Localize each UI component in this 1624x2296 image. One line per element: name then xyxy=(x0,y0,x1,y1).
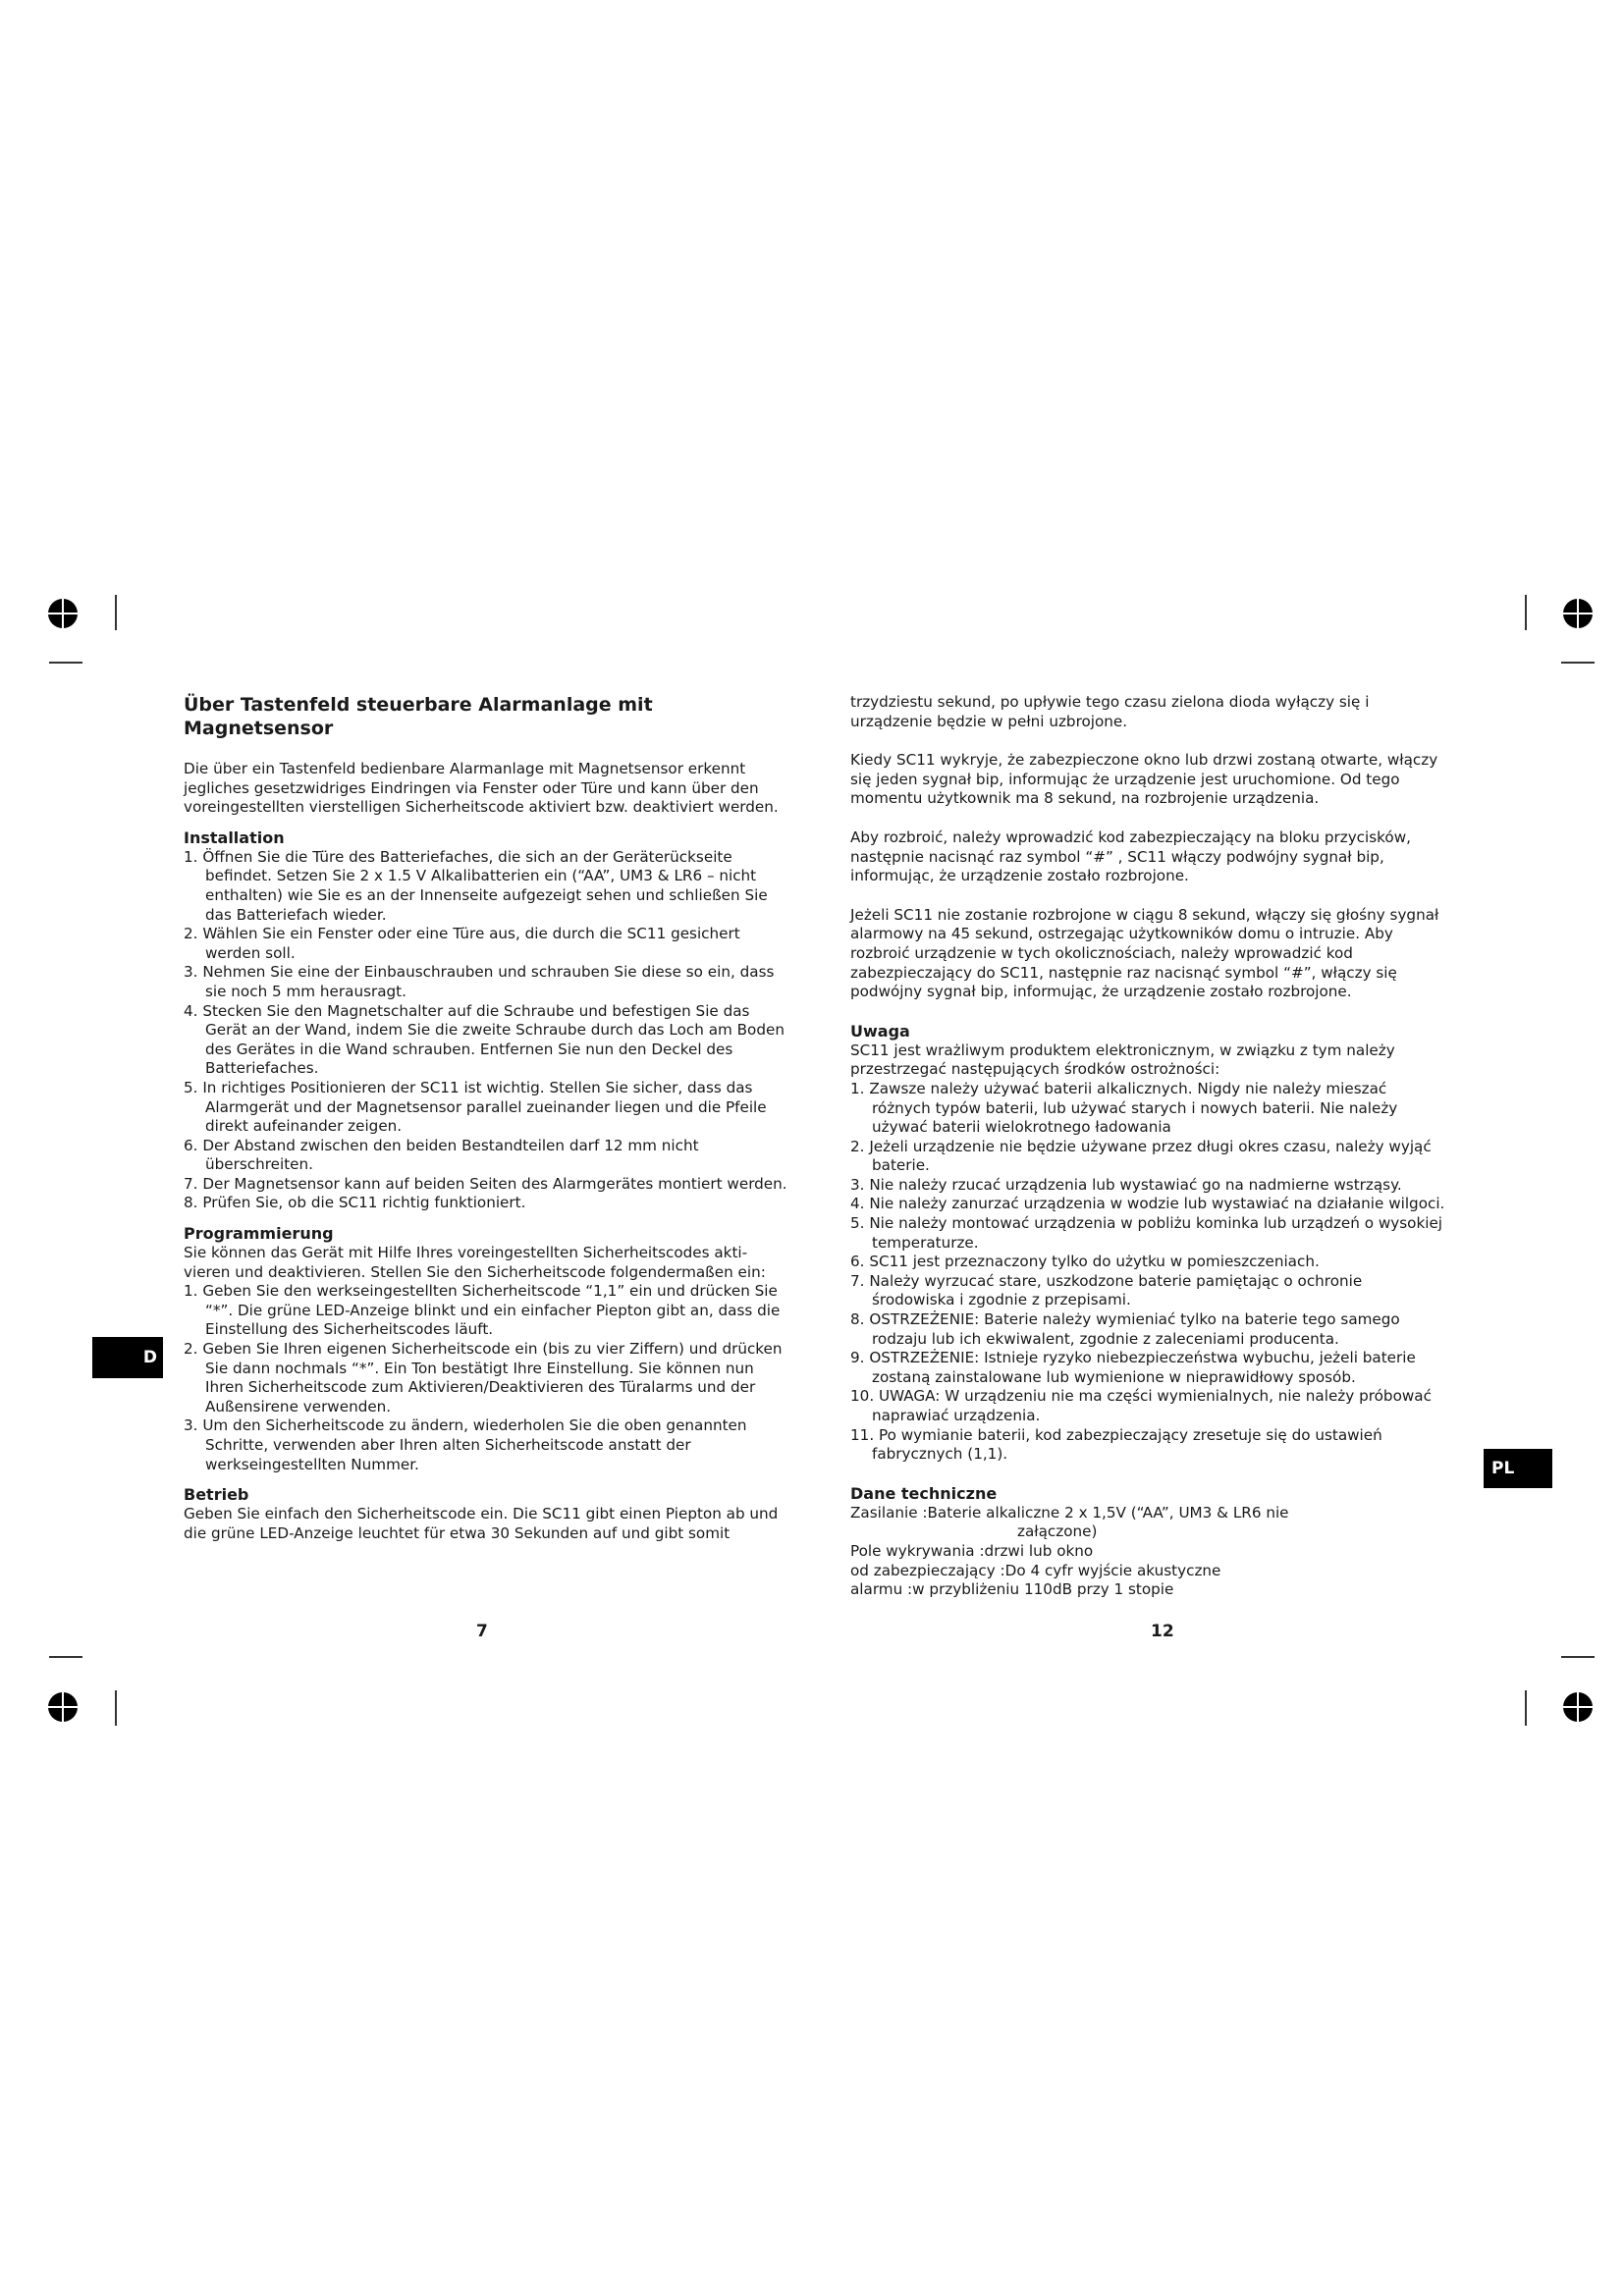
language-tab-german xyxy=(92,1337,163,1378)
uwaga-intro: SC11 jest wrażliwym produktem elektronicznym, w związku z tym należy przestrzegać następujących środków ostrożności: xyxy=(850,1041,1395,1079)
installation-list xyxy=(184,848,787,1213)
list-item: 2. Wählen Sie ein Fenster oder eine Türe aus, die durch die SC11 gesichert werden soll. xyxy=(184,925,740,962)
right-page-content xyxy=(850,693,1449,1600)
programmierung-list xyxy=(184,1282,787,1474)
list-item: 3. Um den Sicherheitscode zu ändern, wiederholen Sie die oben genannten Schritte, verwenden aber Ihren alten Sicherheitscode anstatt der werkseingestellten Nummer. xyxy=(184,1416,747,1473)
list-item: 1. Zawsze należy używać baterii alkalicznych. Nigdy nie należy mieszać różnych typów baterii, lub używać starych i nowych baterii. Nie należy używać baterii wielokrotnego ładowania xyxy=(850,1079,1398,1137)
crop-mark-top-left-horizontal xyxy=(49,662,82,664)
spec-line-code: od zabezpieczający :Do 4 cyfr wyjście akustyczne xyxy=(850,1561,1221,1579)
left-page-title: Über Tastenfeld steuerbare Alarmanlage mit Magnetsensor xyxy=(184,694,653,739)
crop-mark-top-right-vertical xyxy=(1525,595,1527,630)
crop-mark-bottom-right-horizontal xyxy=(1561,1656,1595,1658)
spec-line-power: Zasilanie :Baterie alkaliczne 2 x 1,5V (“AA”, UM3 & LR6 nie xyxy=(850,1503,1289,1522)
list-item: 10. UWAGA: W urządzeniu nie ma części wymienialnych, nie należy próbować naprawiać urządzenia. xyxy=(850,1387,1432,1424)
programmierung-heading: Programmierung xyxy=(184,1224,334,1244)
crop-mark-bottom-right-vertical xyxy=(1525,1690,1527,1726)
registration-mark-bottom-right xyxy=(1561,1690,1595,1724)
list-item: 6. Der Abstand zwischen den beiden Bestandteilen darf 12 mm nicht überschreiten. xyxy=(184,1136,699,1174)
registration-mark-bottom-left xyxy=(46,1690,80,1724)
list-item: 6. SC11 jest przeznaczony tylko do użytku w pomieszczeniach. xyxy=(850,1253,1320,1271)
language-tab-german-label: D xyxy=(142,1348,157,1367)
list-item: 3. Nehmen Sie eine der Einbauschrauben und schrauben Sie diese so ein, dass sie noch 5 mm herausragt. xyxy=(184,963,775,1000)
dane-techniczne-heading: Dane techniczne xyxy=(850,1483,998,1503)
installation-heading: Installation xyxy=(184,828,285,847)
paragraph: Kiedy SC11 wykryje, że zabezpieczone okno lub drzwi zostaną otwarte, włączy się jeden sygnał bip, informując że urządzenie jest uruchomione. Od tego momentu użytkownik ma 8 sekund, na rozbrojenie urządzenia. xyxy=(850,751,1438,808)
list-item: 5. In richtiges Positionieren der SC11 ist wichtig. Stellen Sie sicher, dass das Alarmgerät und der Magnetsensor parallel zueinander liegen und die Pfeile direkt aufeinander zeigen. xyxy=(184,1078,767,1136)
uwaga-list xyxy=(850,1080,1449,1465)
uwaga-heading: Uwaga xyxy=(850,1021,910,1041)
list-item: 1. Öffnen Sie die Türe des Batteriefaches, die sich an der Geräterückseite befindet. Setzen Sie 2 x 1.5 V Alkalibatterien ein (“AA”, UM3 & LR6 – nicht enthalten) wie Sie es an der Innenseite aufgezeigt sehen und schließen Sie das Batteriefach wieder. xyxy=(184,847,768,924)
list-item: 11. Po wymianie baterii, kod zabezpieczający zresetuje się do ustawień fabrycznych (1,1). xyxy=(850,1425,1382,1464)
list-item: 5. Nie należy montować urządzenia w pobliżu kominka lub urządzeń o wysokiej temperaturze. xyxy=(850,1214,1443,1252)
crop-mark-top-left-vertical xyxy=(115,595,117,630)
left-page-content xyxy=(184,693,787,1543)
continuation-paragraph: trzydziestu sekund, po upływie tego czasu zielona dioda wyłączy się i urządzenie będzie w pełni uzbrojone. xyxy=(850,693,1370,730)
list-item: 7. Der Magnetsensor kann auf beiden Seiten des Alarmgerätes montiert werden. xyxy=(184,1174,787,1193)
list-item: 1. Geben Sie den werkseingestellten Sicherheitscode “1,1” ein und drücken Sie “*”. Die grüne LED-Anzeige blinkt und ein einfacher Piepton gibt an, dass die Einstellung des Sicherheitscodes läuft. xyxy=(184,1282,781,1339)
intro-paragraph: Die über ein Tastenfeld bedienbare Alarmanlage mit Magnetsensor erkennt jegliches gesetzwidriges Eindringen via Fenster oder Türe und kann über den voreingestellten vierstelligen Sicherheitscode aktiviert bzw. deaktiviert werden. xyxy=(184,760,779,817)
list-item: 8. Prüfen Sie, ob die SC11 richtig funktioniert. xyxy=(184,1194,526,1212)
betrieb-heading: Betrieb xyxy=(184,1485,249,1505)
list-item: 7. Należy wyrzucać stare, uszkodzone baterie pamiętając o ochronie środowiska i zgodnie z przepisami. xyxy=(850,1271,1363,1309)
list-item: 4. Stecken Sie den Magnetschalter auf die Schraube und befestigen Sie das Gerät an der Wand, indem Sie die zweite Schraube durch das Loch am Boden des Gerätes in die Wand schrauben. Entfernen Sie nun den Deckel des Batteriefaches. xyxy=(184,1001,785,1078)
spec-line-alarm: alarmu :w przybliżeniu 110dB przy 1 stopie xyxy=(850,1580,1174,1599)
list-item: 9. OSTRZEŻENIE: Istnieje ryzyko niebezpieczeństwa wybuchu, jeżeli baterie zostaną zainstalowane lub wymienione w nieprawidłowy sposób. xyxy=(850,1349,1416,1386)
language-tab-polish xyxy=(1484,1449,1552,1488)
registration-mark-top-right xyxy=(1561,597,1595,630)
list-item: 8. OSTRZEŻENIE: Baterie należy wymieniać tylko na baterie tego samego rodzaju lub ich ekwiwalent, zgodnie z zaleceniami producenta. xyxy=(850,1310,1400,1348)
crop-mark-bottom-left-vertical xyxy=(115,1690,117,1726)
programmierung-intro: Sie können das Gerät mit Hilfe Ihres voreingestellten Sicherheitscodes akti-vieren und deaktivieren. Stellen Sie den Sicherheitscode folgendermaßen ein: xyxy=(184,1244,766,1281)
spec-line-power-cont: załączone) xyxy=(1017,1522,1098,1541)
registration-mark-top-left xyxy=(46,597,80,630)
paragraph: Aby rozbroić, należy wprowadzić kod zabezpieczający na bloku przycisków, następnie nacisnąć raz symbol “#” , SC11 włączy podwójny sygnał bip, informując, że urządzenie zostało rozbrojone. xyxy=(850,828,1411,885)
crop-mark-bottom-left-horizontal xyxy=(49,1656,82,1658)
betrieb-paragraph: Geben Sie einfach den Sicherheitscode ein. Die SC11 gibt einen Piepton ab und die grüne LED-Anzeige leuchtet für etwa 30 Sekunden auf und gibt somit xyxy=(184,1505,779,1542)
page-number-left: 7 xyxy=(476,1622,488,1641)
paragraph: Jeżeli SC11 nie zostanie rozbrojone w ciągu 8 sekund, włączy się głośny sygnał alarmowy na 45 sekund, ostrzegając użytkowników domu o intruzie. Aby rozbroić urządzenie w tych okolicznościach, należy wprowadzić kod zabezpieczający do SC11, następnie raz nacisnąć symbol “#”, włączy się podwójny sygnał bip, informując, że urządzenie zostało rozbrojone. xyxy=(850,905,1439,1001)
list-item: 2. Jeżeli urządzenie nie będzie używane przez długi okres czasu, należy wyjąć baterie. xyxy=(850,1137,1432,1175)
list-item: 2. Geben Sie Ihren eigenen Sicherheitscode ein (bis zu vier Ziffern) und drücken Sie dann nochmals “*”. Ein Ton bestätigt Ihre Einstellung. Sie können nun Ihren Sicherheitscode zum Aktivieren/Deaktivieren des Türalarms und der Außensirene verwenden. xyxy=(184,1340,783,1415)
list-item: 4. Nie należy zanurzać urządzenia w wodzie lub wystawiać na działanie wilgoci. xyxy=(850,1195,1445,1213)
page-number-right: 12 xyxy=(1151,1622,1174,1641)
language-tab-polish-label: PL xyxy=(1491,1459,1515,1478)
spec-line-detection: Pole wykrywania :drzwi lub okno xyxy=(850,1541,1094,1560)
crop-mark-top-right-horizontal xyxy=(1561,662,1595,664)
list-item: 3. Nie należy rzucać urządzenia lub wystawiać go na nadmierne wstrząsy. xyxy=(850,1175,1402,1194)
